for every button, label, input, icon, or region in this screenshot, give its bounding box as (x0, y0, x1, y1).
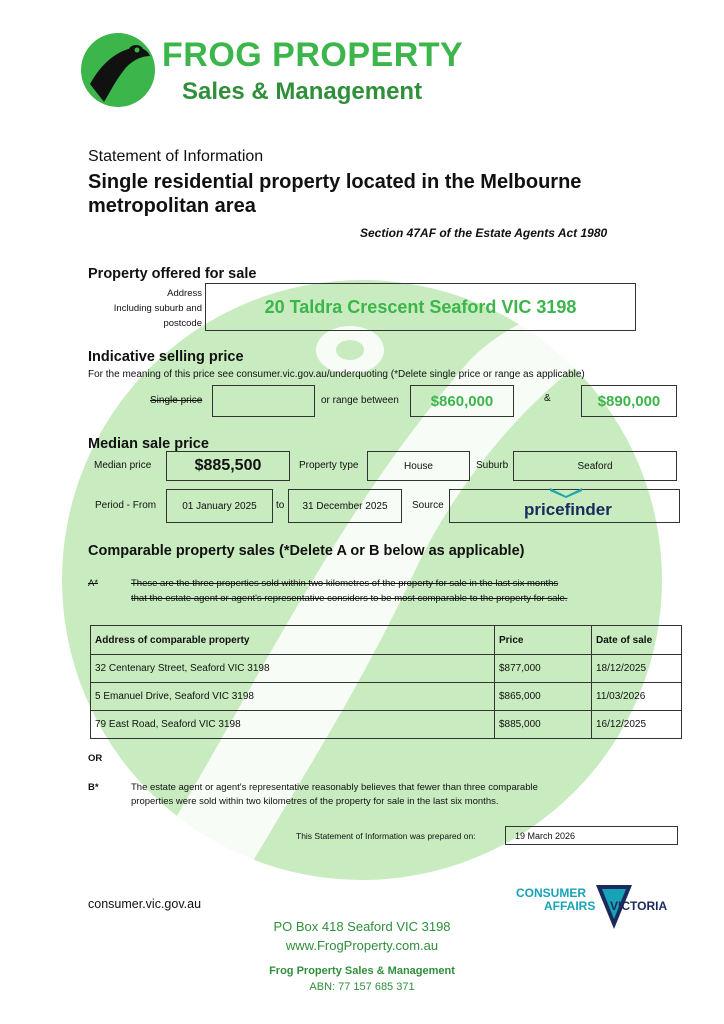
column-header-address: Address of comparable property (91, 626, 495, 655)
range-high-field: $890,000 (581, 385, 677, 417)
row-address: 32 Centenary Street, Seaford VIC 3198 (91, 655, 495, 683)
option-b-text-line1: The estate agent or agent's representative reasonably believes that fewer than three comparable (131, 782, 538, 793)
source-value: pricefinder (524, 500, 612, 519)
option-a-marker: A* (88, 578, 99, 589)
median-price-field: $885,500 (166, 451, 290, 481)
indicative-note: For the meaning of this price see consumer.vic.gov.au/underquoting (*Delete single price or range as applicable) (88, 369, 585, 380)
footer-po-box: PO Box 418 Seaford VIC 3198 (273, 919, 451, 934)
property-type-field: House (367, 451, 470, 481)
suburb-label: Suburb (476, 460, 509, 471)
single-price-field (212, 385, 315, 417)
row-date: 11/03/2026 (592, 683, 682, 711)
section-heading-comparable: Comparable property sales (*Delete A or B below as applicable) (88, 543, 525, 559)
address-label: Address Including suburb and postcode (113, 288, 202, 329)
prepared-date-field: 19 March 2026 (505, 826, 678, 845)
footer-abn: ABN: 77 157 685 371 (309, 981, 415, 993)
section-heading-indicative: Indicative selling price (88, 349, 244, 365)
document-subtitle: Statement of Information (88, 148, 264, 165)
range-low-field: $860,000 (410, 385, 514, 417)
table-row (91, 655, 682, 683)
footer-company: Frog Property Sales & Management (269, 965, 455, 977)
prepared-label: This Statement of Information was prepared on: (296, 831, 476, 841)
table-header-row (91, 626, 682, 655)
brand-name: FROG PROPERTY (162, 36, 464, 74)
suburb-field: Seaford (513, 451, 677, 481)
or-label: OR (88, 753, 103, 764)
period-to-label: to (276, 500, 285, 511)
row-price: $877,000 (495, 655, 592, 683)
consumer-affairs-victoria-logo: CONSUMER AFFAIRS VICTORIA (514, 883, 694, 933)
row-address: 79 East Road, Seaford VIC 3198 (91, 711, 495, 739)
range-label: or range between (321, 395, 399, 406)
source-field (449, 489, 680, 523)
brand-tagline: Sales & Management (182, 78, 423, 105)
table-row (91, 683, 682, 711)
footer-website: www.FrogProperty.com.au (285, 938, 439, 953)
column-header-price: Price (495, 626, 592, 655)
act-reference: Section 47AF of the Estate Agents Act 1980 (360, 226, 608, 240)
range-and-label: & (544, 393, 551, 404)
row-price: $885,000 (495, 711, 592, 739)
address-field: 20 Taldra Crescent Seaford VIC 3198 (205, 283, 636, 331)
section-heading-median: Median sale price (88, 436, 209, 452)
row-date: 18/12/2025 (592, 655, 682, 683)
period-from-field: 01 January 2025 (166, 489, 273, 523)
property-type-label: Property type (299, 460, 359, 471)
row-price: $865,000 (495, 683, 592, 711)
footer-url: consumer.vic.gov.au (88, 897, 202, 911)
row-address: 5 Emanuel Drive, Seaford VIC 3198 (91, 683, 495, 711)
single-price-label: Single price (150, 395, 203, 406)
row-date: 16/12/2025 (592, 711, 682, 739)
option-b-text-line2: properties were sold within two kilometres of the property for sale in the last six months. (131, 796, 499, 807)
table-row (91, 711, 682, 739)
pricefinder-logo-icon (546, 488, 586, 498)
source-label: Source (412, 500, 444, 511)
column-header-date: Date of sale (592, 626, 682, 655)
option-a-text-line1: These are the three properties sold within two kilometres of the property for sale in the last six months (131, 578, 559, 589)
period-from-label: Period - From (95, 500, 157, 511)
section-heading-offered: Property offered for sale (88, 266, 257, 282)
option-a-text-line2: that the estate agent or agent's representative considers to be most comparable to the property for sale. (131, 593, 568, 604)
median-price-label: Median price (94, 460, 152, 471)
period-to-field: 31 December 2025 (288, 489, 402, 523)
comparable-sales-table (90, 625, 682, 739)
frog-logo-icon (80, 32, 156, 108)
option-b-marker: B* (88, 782, 99, 793)
document-title: Single residential property located in the Melbourne metropolitan area (88, 171, 582, 217)
